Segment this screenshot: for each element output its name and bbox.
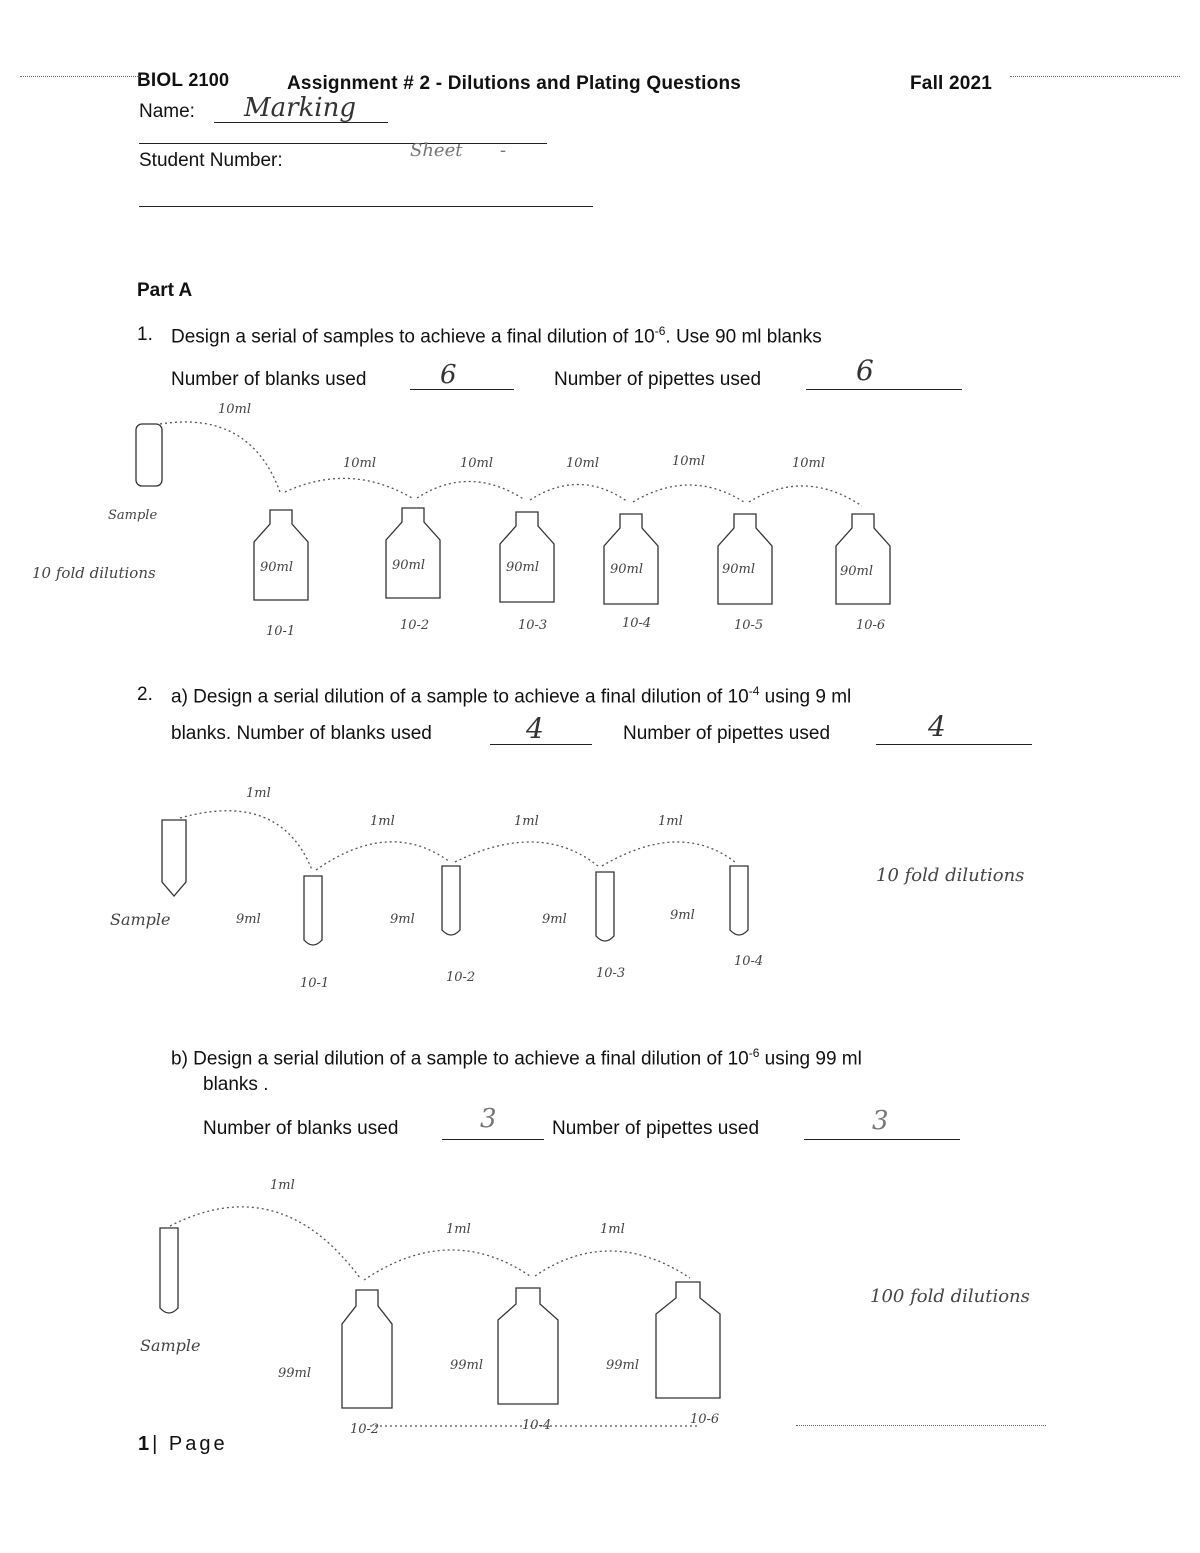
q1-bottle-volume-3: 90ml <box>506 560 540 575</box>
student-number-extra: - <box>500 140 507 161</box>
q2b-text-before: b) Design a serial dilution of a sample to achieve a final dilution of 10 <box>171 1048 749 1070</box>
q2a-transfer-1: 1ml <box>370 814 395 829</box>
q1-bottle-volume-2: 90ml <box>392 558 426 573</box>
q1-bottle-volume-4: 90ml <box>610 562 644 577</box>
q1-pipettes-label: Number of pipettes used <box>554 369 762 390</box>
q2b-blanks-answer: 3 <box>480 1104 497 1134</box>
page-label: | Page <box>152 1433 228 1455</box>
q1-blanks-label: Number of blanks used <box>171 369 367 390</box>
q2b-bottle-volume-3: 99ml <box>606 1358 640 1373</box>
q2b-transfer-2: 1ml <box>600 1222 625 1237</box>
q1-transfer-1: 10ml <box>343 456 377 471</box>
page-footer <box>138 1433 228 1456</box>
q2a-dilution-3: 10-3 <box>596 966 626 981</box>
q2a-transfer-3: 1ml <box>658 814 683 829</box>
q1-dilution-1: 10-1 <box>266 624 296 639</box>
q2b-text-after: using 99 ml <box>759 1048 862 1070</box>
q1-sample-label: Sample <box>108 508 158 523</box>
assignment-title: Assignment # 2 - Dilutions and Plating Questions <box>287 73 742 94</box>
q2b-exponent: -6 <box>748 1046 760 1060</box>
q2a-blanks-answer: 4 <box>526 712 544 745</box>
q1-pipettes-answer: 6 <box>856 354 874 387</box>
q2a-blanks-label: blanks. Number of blanks used <box>171 723 432 744</box>
q2b-pipettes-answer: 3 <box>872 1106 889 1136</box>
q1-blanks-answer: 6 <box>440 360 457 390</box>
q2b-pipettes-label: Number of pipettes used <box>552 1118 760 1139</box>
q1-dilution-6: 10-6 <box>856 618 886 633</box>
part-a-heading: Part A <box>137 280 193 301</box>
q1-note: 10 fold dilutions <box>32 564 156 582</box>
term-label: Fall 2021 <box>910 73 993 94</box>
footer-dotted-rule <box>796 1425 1046 1426</box>
q1-dilution-2: 10-2 <box>400 618 430 633</box>
q2a-pipettes-label: Number of pipettes used <box>623 723 831 744</box>
course-number: 2100 <box>188 70 230 90</box>
q2-number: 2. <box>137 684 153 705</box>
q1-dilution-5: 10-5 <box>734 618 764 633</box>
q1-transfer-5: 10ml <box>792 456 826 471</box>
q2a-sample-label: Sample <box>110 910 171 929</box>
q2b-dilution-3: 10-6 <box>690 1412 720 1427</box>
q2b-line2: blanks . <box>203 1074 269 1095</box>
q2b-bottle-volume-2: 99ml <box>450 1358 484 1373</box>
q2a-dilution-4: 10-4 <box>734 954 764 969</box>
q2a-tube-volume-4: 9ml <box>670 908 695 923</box>
q2a-text-before: a) Design a serial dilution of a sample to achieve a final dilution of 10 <box>171 686 749 708</box>
q1-bottle-volume-1: 90ml <box>260 560 294 575</box>
q1-text-before: Design a serial of samples to achieve a final dilution of 10 <box>171 326 655 348</box>
q2b-note: 100 fold dilutions <box>870 1286 1030 1307</box>
q2a-note: 10 fold dilutions <box>876 865 1025 886</box>
name-label: Name: <box>139 101 195 122</box>
q2b-transfer-1: 1ml <box>446 1222 471 1237</box>
q2b-first-transfer: 1ml <box>270 1178 295 1193</box>
q1-transfer-2: 10ml <box>460 456 494 471</box>
q2a-dilution-2: 10-2 <box>446 970 476 985</box>
q2a-first-transfer: 1ml <box>246 786 271 801</box>
course-label: BIOL <box>137 70 183 91</box>
q1-exponent: -6 <box>654 324 666 338</box>
q1-transfer-3: 10ml <box>566 456 600 471</box>
page-number: 1 <box>138 1433 153 1455</box>
q1-dilution-3: 10-3 <box>518 618 548 633</box>
name-value: Marking <box>244 93 357 123</box>
q2a-transfer-2: 1ml <box>514 814 539 829</box>
q2a-text-after: using 9 ml <box>759 686 852 708</box>
q2b-blanks-label: Number of blanks used <box>203 1118 399 1139</box>
q2b-dilution-1: 10-2 <box>350 1422 380 1437</box>
student-number-value: Sheet <box>410 140 463 161</box>
q1-bottle-volume-6: 90ml <box>840 564 874 579</box>
q2a-dilution-1: 10-1 <box>300 976 330 991</box>
q2b-sample-label: Sample <box>140 1336 201 1355</box>
q2b-bottle-volume-1: 99ml <box>278 1366 312 1381</box>
q2a-tube-volume-1: 9ml <box>236 912 261 927</box>
q1-first-transfer: 10ml <box>218 402 252 417</box>
q1-transfer-4: 10ml <box>672 454 706 469</box>
q2b-dilution-2: 10-4 <box>522 1418 552 1433</box>
student-number-label: Student Number: <box>139 150 283 171</box>
q1-bottle-volume-5: 90ml <box>722 562 756 577</box>
q1-text-after: . Use 90 ml blanks <box>665 326 822 348</box>
q1-number: 1. <box>137 324 153 345</box>
q2a-tube-volume-3: 9ml <box>542 912 567 927</box>
q2a-pipettes-answer: 4 <box>928 710 946 743</box>
q2a-exponent: -4 <box>748 684 760 698</box>
q1-dilution-4: 10-4 <box>622 616 652 631</box>
q2a-tube-volume-2: 9ml <box>390 912 415 927</box>
